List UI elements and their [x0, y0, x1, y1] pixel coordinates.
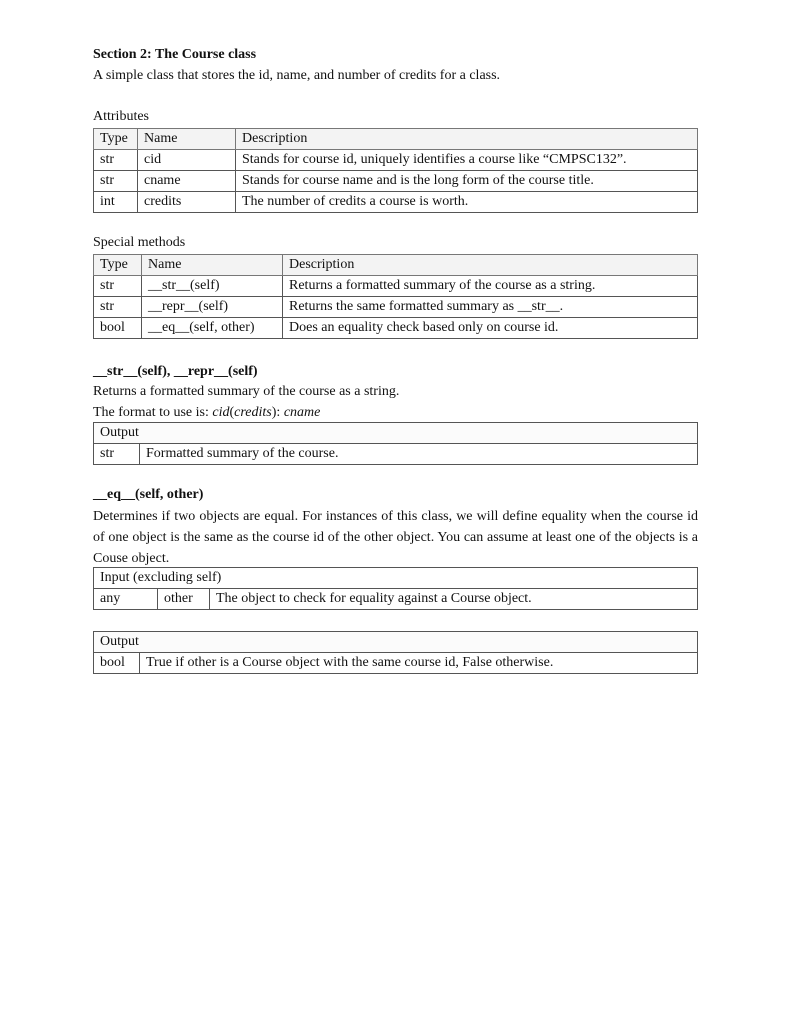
format-prefix: The format to use is: — [93, 405, 213, 420]
table-header-row — [94, 255, 698, 276]
section-intro: A simple class that stores the id, name, and number of credits for a class. — [93, 68, 501, 83]
cell-name: cname — [138, 171, 236, 192]
table-row — [94, 297, 698, 318]
cell-name: credits — [138, 192, 236, 213]
cell-description: Stands for course name and is the long form of the course title. — [236, 171, 698, 192]
format-open: ( — [229, 405, 235, 420]
eq-input-table — [93, 567, 698, 610]
cell-description: Does an equality check based only on course id. — [283, 318, 698, 339]
table-row — [94, 589, 698, 610]
format-credits: credits — [234, 405, 272, 420]
input-label: Input (excluding self) — [94, 568, 698, 589]
header-description: Description — [283, 255, 698, 276]
format-cname: cname — [283, 405, 321, 420]
str-repr-format — [93, 405, 320, 421]
attributes-label: Attributes — [93, 109, 149, 124]
header-name: Name — [142, 255, 283, 276]
cell-name: other — [158, 589, 210, 610]
str-repr-heading: __str__(self), __repr__(self) — [93, 364, 258, 379]
cell-type: any — [94, 589, 158, 610]
cell-description: Returns a formatted summary of the course as a string. — [283, 276, 698, 297]
table-header-row — [94, 423, 698, 444]
cell-type: str — [94, 297, 142, 318]
table-row — [94, 276, 698, 297]
cell-name: __repr__(self) — [142, 297, 283, 318]
eq-heading: __eq__(self, other) — [93, 487, 204, 502]
table-row — [94, 171, 698, 192]
table-row — [94, 444, 698, 465]
format-cid: cid — [212, 405, 230, 420]
cell-type: str — [94, 150, 138, 171]
table-header-row — [94, 632, 698, 653]
cell-description: True if other is a Course object with the same course id, False otherwise. — [140, 653, 698, 674]
table-row — [94, 150, 698, 171]
table-row — [94, 653, 698, 674]
cell-description: Stands for course id, uniquely identifies a course like “CMPSC132”. — [236, 150, 698, 171]
table-header-row — [94, 568, 698, 589]
output-label: Output — [94, 632, 698, 653]
cell-type: str — [94, 171, 138, 192]
cell-name: cid — [138, 150, 236, 171]
cell-type: str — [94, 444, 140, 465]
cell-type: int — [94, 192, 138, 213]
str-repr-description: Returns a formatted summary of the course as a string. — [93, 384, 400, 399]
eq-output-table — [93, 631, 698, 674]
header-type: Type — [94, 255, 142, 276]
cell-name: __eq__(self, other) — [142, 318, 283, 339]
table-row — [94, 318, 698, 339]
str-output-table — [93, 422, 698, 465]
cell-type: str — [94, 276, 142, 297]
table-header-row — [94, 129, 698, 150]
cell-description: Returns the same formatted summary as __str__. — [283, 297, 698, 318]
eq-description: Determines if two objects are equal. For instances of this class, we will define equality when the course id of one object is the same as the course id of the other object. You can assume at least one of the objects is a Couse object. — [93, 509, 698, 566]
output-label: Output — [94, 423, 698, 444]
header-type: Type — [94, 129, 138, 150]
cell-description: The number of credits a course is worth. — [236, 192, 698, 213]
header-description: Description — [236, 129, 698, 150]
header-name: Name — [138, 129, 236, 150]
attributes-table — [93, 128, 698, 213]
section-title: Section 2: The Course class — [93, 47, 257, 62]
cell-type: bool — [94, 653, 140, 674]
special-methods-label: Special methods — [93, 235, 186, 250]
table-row — [94, 192, 698, 213]
cell-name: __str__(self) — [142, 276, 283, 297]
cell-type: bool — [94, 318, 142, 339]
cell-description: Formatted summary of the course. — [140, 444, 698, 465]
special-methods-table — [93, 254, 698, 339]
cell-description: The object to check for equality against a Course object. — [210, 589, 698, 610]
format-close: ): — [271, 405, 284, 420]
